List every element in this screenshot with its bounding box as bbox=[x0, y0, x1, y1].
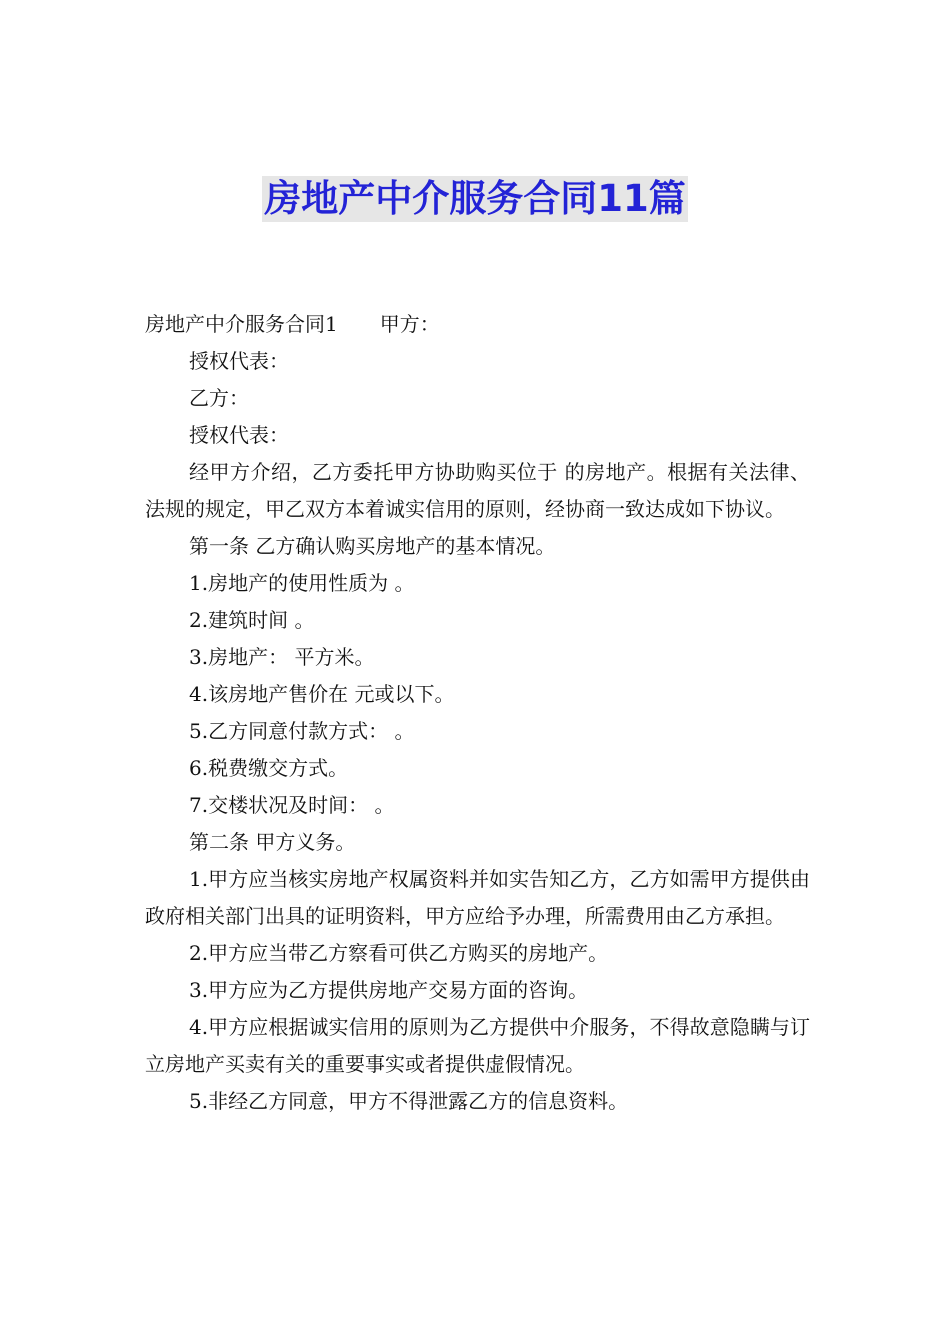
contract-heading-line bbox=[145, 306, 810, 343]
article-two-item: 3.甲方应为乙方提供房地产交易方面的咨询。 bbox=[189, 978, 589, 1002]
article-two-heading: 第二条 甲方义务。 bbox=[189, 830, 356, 854]
article-one-item: 6.税费缴交方式。 bbox=[189, 756, 349, 780]
article-one-item: 3.房地产： 平方米。 bbox=[189, 645, 375, 669]
contract-heading: 房地产中介服务合同1 bbox=[145, 312, 338, 336]
article-two-item: 2.甲方应当带乙方察看可供乙方购买的房地产。 bbox=[189, 941, 609, 965]
preamble-paragraph: 经甲方介绍，乙方委托甲方协助购买位于 的房地产。根据有关法律、法规的规定，甲乙双方本着诚实信用的原则，经协商一致达成如下协议。 bbox=[145, 460, 810, 521]
article-one-item: 1.房地产的使用性质为 。 bbox=[189, 571, 415, 595]
party-a-label: 甲方： bbox=[379, 312, 440, 336]
article-one-heading: 第一条 乙方确认购买房地产的基本情况。 bbox=[189, 534, 556, 558]
article-one-item: 4.该房地产售价在 元或以下。 bbox=[189, 682, 455, 706]
document-title: 房地产中介服务合同11篇 bbox=[264, 177, 686, 220]
title-container bbox=[0, 176, 950, 222]
party-a-representative: 授权代表： bbox=[189, 349, 289, 373]
article-one-item: 7.交楼状况及时间： 。 bbox=[189, 793, 395, 817]
party-b-representative: 授权代表： bbox=[189, 423, 289, 447]
article-two-item: 4.甲方应根据诚实信用的原则为乙方提供中介服务，不得故意隐瞒与订立房地产买卖有关的重要事实或者提供虚假情况。 bbox=[145, 1015, 810, 1076]
article-one-item: 5.乙方同意付款方式： 。 bbox=[189, 719, 415, 743]
article-one-item: 2.建筑时间 。 bbox=[189, 608, 315, 632]
contract-body bbox=[145, 306, 810, 1120]
party-b-label: 乙方： bbox=[189, 386, 249, 410]
article-two-item: 1.甲方应当核实房地产权属资料并如实告知乙方，乙方如需甲方提供由政府相关部门出具的证明资料，甲方应给予办理，所需费用由乙方承担。 bbox=[145, 867, 810, 928]
article-two-item: 5.非经乙方同意，甲方不得泄露乙方的信息资料。 bbox=[189, 1089, 629, 1113]
